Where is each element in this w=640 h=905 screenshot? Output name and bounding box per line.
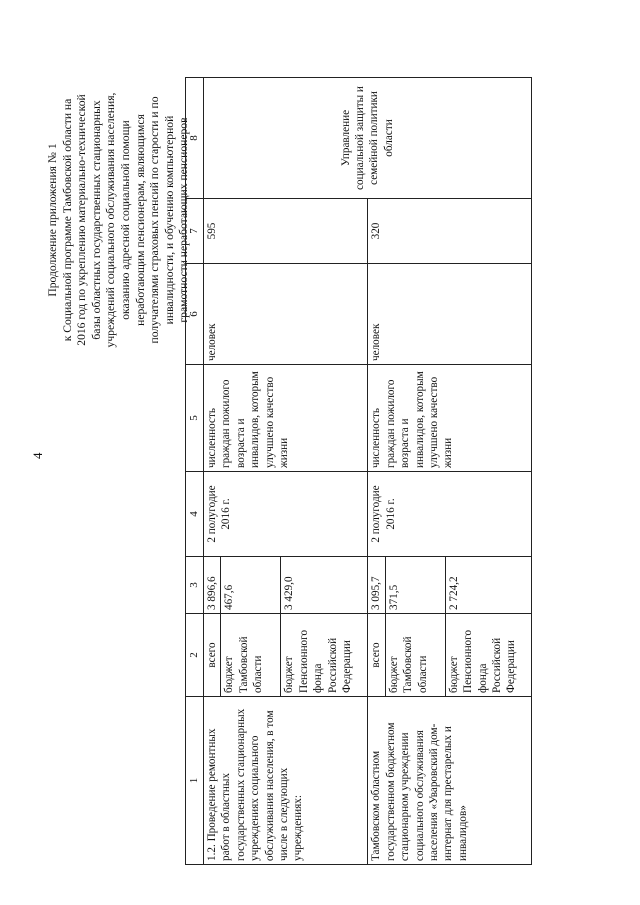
header-line: оказанию адресной социальной помощи <box>118 120 132 320</box>
unit: человек <box>204 264 368 365</box>
header-line: неработающим пенсионерам, являющимся <box>133 114 147 326</box>
budget-pension-value: 3 429,0 <box>281 557 368 614</box>
total-label: всего <box>204 614 221 697</box>
column-number-row <box>186 78 204 865</box>
header-line: базы областных государственных стационарных <box>89 100 103 340</box>
budget-regional-value: 467,6 <box>221 557 281 614</box>
column-number: 6 <box>186 264 204 365</box>
header-line: Продолжение приложения № 1 <box>46 143 59 297</box>
measure-name: 1.2. Проведение ремонтных работ в областных государственных стационарных учреждениях социального обслуживания населения, в том числе в следующих учреждениях: <box>204 697 368 865</box>
program-table <box>185 77 532 865</box>
column-number: 8 <box>186 78 204 199</box>
indicator: численность граждан пожилого возраста и инвалидов, которым улучшено качество жизни <box>368 365 531 472</box>
quantity: 595 <box>204 199 368 264</box>
column-number: 5 <box>186 365 204 472</box>
measure-name: Тамбовском областном государственном бюджетном стационарном учреждении социального обслуживания населения «Уваровский дом-интернат для престарелых и инвалидов» <box>368 697 531 865</box>
budget-regional-label: бюджет Тамбовской области <box>221 614 281 697</box>
budget-pension-label: бюджет Пенсионного фонда Российской Федерации <box>445 614 531 697</box>
quantity: 320 <box>368 199 531 264</box>
total-value: 3 095,7 <box>368 557 385 614</box>
table-row <box>204 78 221 865</box>
header-line: грамотности неработающих пенсионеров <box>177 117 191 323</box>
budget-regional-value: 371,5 <box>385 557 445 614</box>
budget-pension-value: 2 724,2 <box>445 557 531 614</box>
appendix-header <box>46 40 192 400</box>
executor: Управление социальной защиты и семейной политики области <box>204 78 532 199</box>
column-number: 7 <box>186 199 204 264</box>
period: 2 полугодие 2016 г. <box>204 472 368 557</box>
header-line: к Социальной программе Тамбовской области на <box>60 98 74 342</box>
budget-regional-label: бюджет Тамбовской области <box>385 614 445 697</box>
header-line: инвалидности, и обучению компьютерной <box>162 115 176 325</box>
header-line: учреждений социального обслуживания населения, <box>104 92 118 348</box>
header-line: 2016 год по укреплению материально-технической <box>75 94 89 346</box>
header-line: получателями страховых пенсий по старости и по <box>148 96 162 344</box>
column-number: 3 <box>186 557 204 614</box>
page-number: 4 <box>30 452 45 459</box>
column-number: 2 <box>186 614 204 697</box>
budget-pension-label: бюджет Пенсионного фонда Российской Федерации <box>281 614 368 697</box>
column-number: 4 <box>186 472 204 557</box>
indicator: численность граждан пожилого возраста и инвалидов, которым улучшено качество жизни <box>204 365 368 472</box>
column-number: 1 <box>186 697 204 865</box>
unit: человек <box>368 264 531 365</box>
total-value: 3 896,6 <box>204 557 221 614</box>
period: 2 полугодие 2016 г. <box>368 472 531 557</box>
total-label: всего <box>368 614 385 697</box>
